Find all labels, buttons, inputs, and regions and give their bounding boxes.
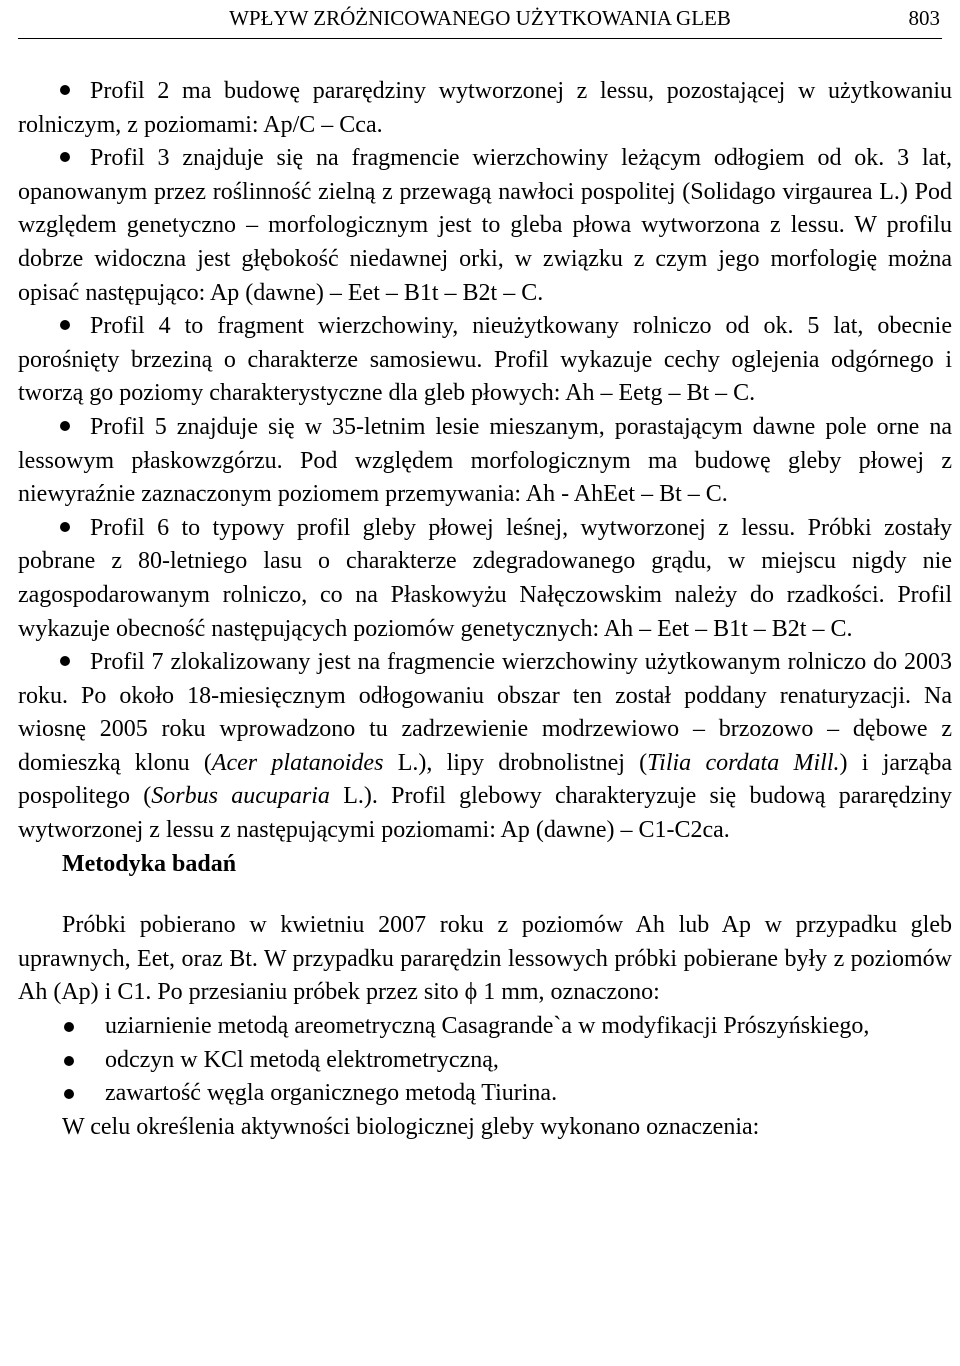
bullet-icon: [64, 1056, 74, 1066]
species-name: Tilia cordata Mill.: [647, 749, 840, 776]
section-heading: Metodyka badań: [62, 850, 237, 877]
bullet-icon: [60, 320, 70, 330]
list-item: uziarnienie metodą areometryczną Casagrande`a w modyfikacji Prószyńskiego,: [18, 1010, 952, 1044]
methods-list: [18, 1010, 952, 1111]
closing-line: W celu określenia aktywności biologicznej gleby wykonano oznaczenia:: [62, 1113, 760, 1140]
body-text: [18, 75, 952, 1144]
bullet-icon: [64, 1089, 74, 1099]
species-name: Sorbus aucuparia: [151, 783, 330, 810]
profile-7-item: Profil 7 zlokalizowany jest na fragmencie wierzchowiny użytkowanym rolniczo do 2003 roku. Po około 18-miesięcznym odłogowaniu obszar ten został poddany renaturyzacji. Na wiosnę 2005 roku wprowadzono tu zadrzewienie modrzewiowo – brzozowo – dębowe z domieszką klonu (Acer platanoides L.), lipy drobnolistnej (Tilia cordata Mill.) i jarząba pospolitego (Sorbus aucuparia L.). Profil glebowy charakteryzuje się budową pararędziny wytworzonej z lessu z następującymi poziomami: Ap (dawne) – C1-C2ca.: [18, 649, 952, 844]
bullet-icon: [64, 1022, 74, 1032]
running-title: WPŁYW ZRÓŻNICOWANEGO UŻYTKOWANIA GLEB: [229, 6, 731, 30]
page-number: 803: [908, 6, 940, 30]
profile-5-item: Profil 5 znajduje się w 35-letnim lesie mieszanym, porastającym dawne pole orne na lessowym płaskowzgórzu. Pod względem morfologicznym ma budowę gleby płowej z niewyraźnie zaznaczonym poziomem przemywania: Ah - AhEet – Bt – C.: [18, 413, 952, 508]
bullet-icon: [60, 85, 70, 95]
species-name: Acer platanoides: [211, 749, 384, 776]
profile-2-item: Profil 2 ma budowę pararędziny wytworzonej z lessu, pozostającej w użytkowaniu rolniczym, z poziomami: Ap/C – Cca.: [18, 78, 952, 138]
list-item: zawartość węgla organicznego metodą Tiurina.: [18, 1077, 952, 1111]
bullet-icon: [60, 522, 70, 532]
running-header: [18, 0, 942, 39]
bullet-icon: [60, 421, 70, 431]
list-item: odczyn w KCl metodą elektrometryczną,: [18, 1044, 952, 1078]
profile-3-item: Profil 3 znajduje się na fragmencie wierzchowiny leżącym odłogiem od ok. 3 lat, opanowanym przez roślinność zielną z przewagą nawłoci pospolitej (Solidago virgaurea L.) Pod względem genetyczno – morfologicznym jest to gleba płowa wytworzona z lessu. W profilu dobrze widoczna jest głębokość niedawnej orki, w związku z czym jego morfologię można opisać następująco: Ap (dawne) – Eet – B1t – B2t – C.: [18, 145, 952, 306]
bullet-icon: [60, 152, 70, 162]
methods-paragraph: Próbki pobierano w kwietniu 2007 roku z poziomów Ah lub Ap w przypadku gleb uprawnych, Eet, oraz Bt. W przypadku pararędzin lessowych próbki pobierane były z poziomów Ah (Ap) i C1. Po przesianiu próbek przez sito ϕ 1 mm, oznaczono:: [18, 912, 952, 1006]
bullet-icon: [60, 656, 70, 666]
profile-6-item: Profil 6 to typowy profil gleby płowej leśnej, wytworzonej z lessu. Próbki zostały pobrane z 80-letniego lasu o charakterze zdegradowanego grądu, w miejscu nigdy nie zagospodarowanym rolniczo, co na Płaskowyżu Nałęczowskim należy do rzadkości. Profil wykazuje obecność następujących poziomów genetycznych: Ah – Eet – B1t – B2t – C.: [18, 514, 952, 642]
profile-4-item: Profil 4 to fragment wierzchowiny, nieużytkowany rolniczo od ok. 5 lat, obecnie porośnięty brzeziną o charakterze samosiewu. Profil wykazuje cechy oglejenia odgórnego i tworzą go poziomy charakterystyczne dla gleb płowych: Ah – Eetg – Bt – C.: [18, 313, 952, 407]
